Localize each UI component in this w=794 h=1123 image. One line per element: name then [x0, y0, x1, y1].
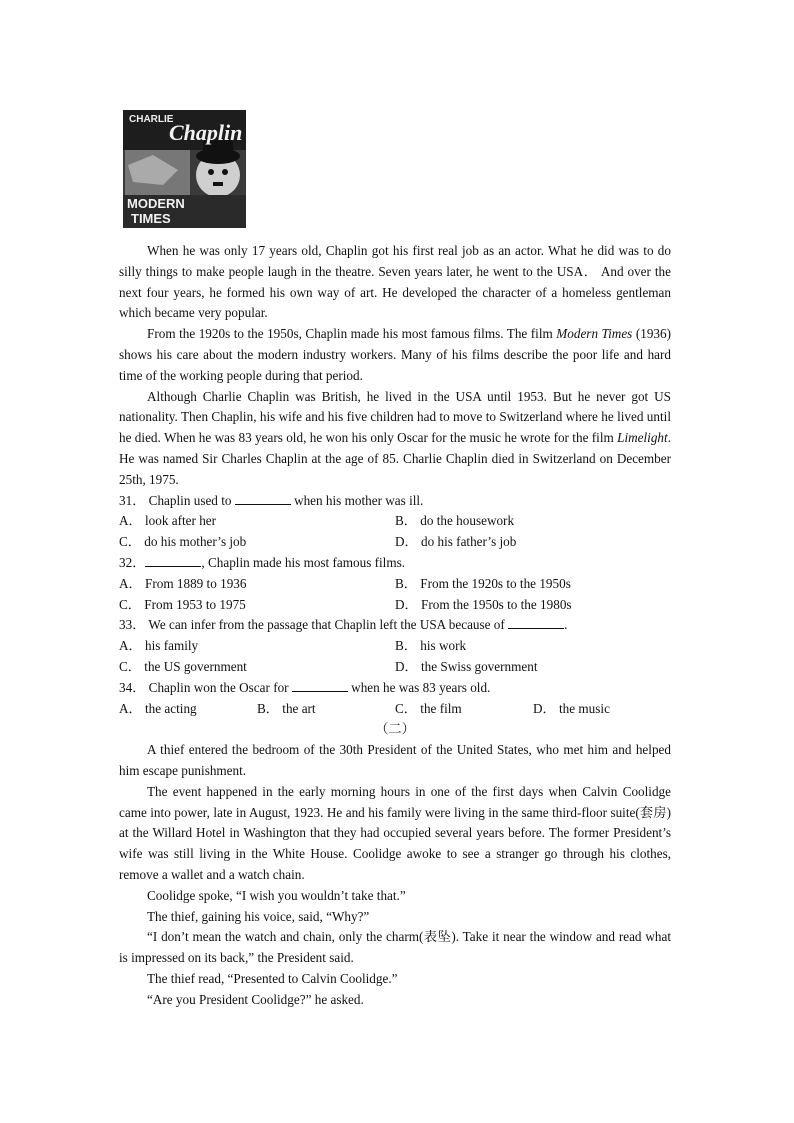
q32-stem-after: , Chaplin made his most famous films.: [201, 554, 406, 570]
passage2-paragraph-1: A thief entered the bedroom of the 30th President of the United States, who met him and helped him escape punishment.: [119, 742, 671, 778]
q32-option-b: B． From the 1920s to the 1950s: [395, 575, 571, 591]
q34-option-d: D． the music: [533, 700, 610, 716]
q32-option-d: D． From the 1950s to the 1980s: [395, 596, 572, 612]
poster-chaplin-text: Chaplin: [169, 120, 243, 145]
passage1-p3-part-b: . He was named Sir Charles Chaplin at the age of 85. Charlie Chaplin died in Switzerland on December 25th, 1975.: [119, 430, 671, 487]
q31-option-b: B． do the housework: [395, 513, 515, 529]
q33-stem-after: .: [564, 617, 568, 633]
q32-options-row-1: [119, 574, 671, 595]
passage1-p2-part-a: From the 1920s to the 1950s, Chaplin made his most famous films. The film: [147, 326, 557, 342]
modern-times-title: Modern Times: [556, 326, 633, 342]
q34-option-b: B． the art: [257, 700, 316, 716]
passage1-p3-part-a: Although Charlie Chaplin was British, he lived in the USA until 1953. But he never got US nationality. Then Chaplin, his wife and his five children had to move to Switzerland where he lived until he died. When he was 83 years old, he won his only Oscar for the music he wrote for the film: [119, 388, 671, 446]
passage1-paragraph-3: [119, 387, 671, 491]
text-body: [119, 241, 671, 1010]
q34-option-c: C． the film: [395, 700, 462, 716]
q34-blank: [292, 679, 348, 692]
q32-stem-before: 32．: [119, 554, 146, 570]
passage1-paragraph-1: When he was only 17 years old, Chaplin got his first real job as an actor. What he did was to do silly things to make people laugh in the theatre. Seven years later, he went to the USA． And over the next four years, he formed his own way of art. He developed the character of a homeless gentleman which became very popular.: [119, 243, 671, 321]
q33-option-d: D． the Swiss government: [395, 658, 538, 674]
passage2-paragraph-2: The event happened in the early morning hours in one of the first days when Calvin Coolidge came into power, late in August, 1923. He and his family were living in the same third-floor suite(套房) at the Willard Hotel in Washington that they had occupied several years before. The former President’s wife was still living in the White House. Coolidge awoke to see a stranger go through his clothes, remove a wallet and a watch chain.: [119, 783, 671, 882]
q33-options-row-2: [119, 657, 671, 678]
poster-modern-text: MODERN: [127, 196, 185, 211]
question-31: [119, 491, 671, 512]
limelight-title: Limelight: [617, 430, 668, 446]
q31-option-a: A． look after her: [119, 513, 217, 529]
passage2-paragraph-6: The thief read, “Presented to Calvin Coolidge.”: [147, 970, 398, 986]
q31-options-row-2: [119, 532, 671, 553]
passage2-paragraph-4: The thief, gaining his voice, said, “Why?”: [147, 908, 370, 924]
passage2-paragraph-7: “Are you President Coolidge?” he asked.: [147, 991, 364, 1007]
poster-times-text: TIMES: [131, 211, 171, 226]
q34-stem-before: 34． Chaplin won the Oscar for: [119, 679, 292, 695]
q33-option-b: B． his work: [395, 638, 467, 654]
q33-option-a: A． his family: [119, 638, 199, 654]
q31-blank: [235, 492, 291, 505]
passage2-paragraph-3: Coolidge spoke, “I wish you wouldn’t take that.”: [147, 887, 406, 903]
q34-stem-after: when he was 83 years old.: [347, 679, 491, 695]
section-2-heading: （二）: [375, 721, 415, 737]
poster-charlie-text: CHARLIE: [129, 114, 174, 125]
q32-option-c: C． From 1953 to 1975: [119, 596, 246, 612]
passage1-paragraph-2: [119, 324, 671, 386]
q31-option-d: D． do his father’s job: [395, 534, 517, 550]
q34-option-a: A． the acting: [119, 700, 197, 716]
question-33: [119, 615, 671, 636]
q33-blank: [508, 616, 564, 629]
passage1-p2-part-b: (1936) shows his care about the modern industry workers. Many of his films describe the poor life and hard time of the working people during that period.: [119, 326, 671, 383]
q32-blank: [145, 554, 201, 567]
modern-times-poster: [123, 110, 246, 228]
q31-stem-after: when his mother was ill.: [290, 492, 424, 508]
q31-options-row-1: [119, 511, 671, 532]
question-32: [119, 553, 671, 574]
q31-stem-before: 31． Chaplin used to: [119, 492, 235, 508]
q31-option-c: C． do his mother’s job: [119, 534, 247, 550]
question-34: [119, 678, 671, 699]
passage2-paragraph-5: “I don’t mean the watch and chain, only the charm(表坠). Take it near the window and read what is impressed on its back,” the President said.: [119, 929, 671, 966]
q32-options-row-2: [119, 595, 671, 616]
q34-options-row: [119, 699, 671, 720]
q33-option-c: C． the US government: [119, 658, 247, 674]
q33-stem-before: 33． We can infer from the passage that Chaplin left the USA because of: [119, 617, 509, 633]
q33-options-row-1: [119, 636, 671, 657]
q32-option-a: A． From 1889 to 1936: [119, 575, 247, 591]
